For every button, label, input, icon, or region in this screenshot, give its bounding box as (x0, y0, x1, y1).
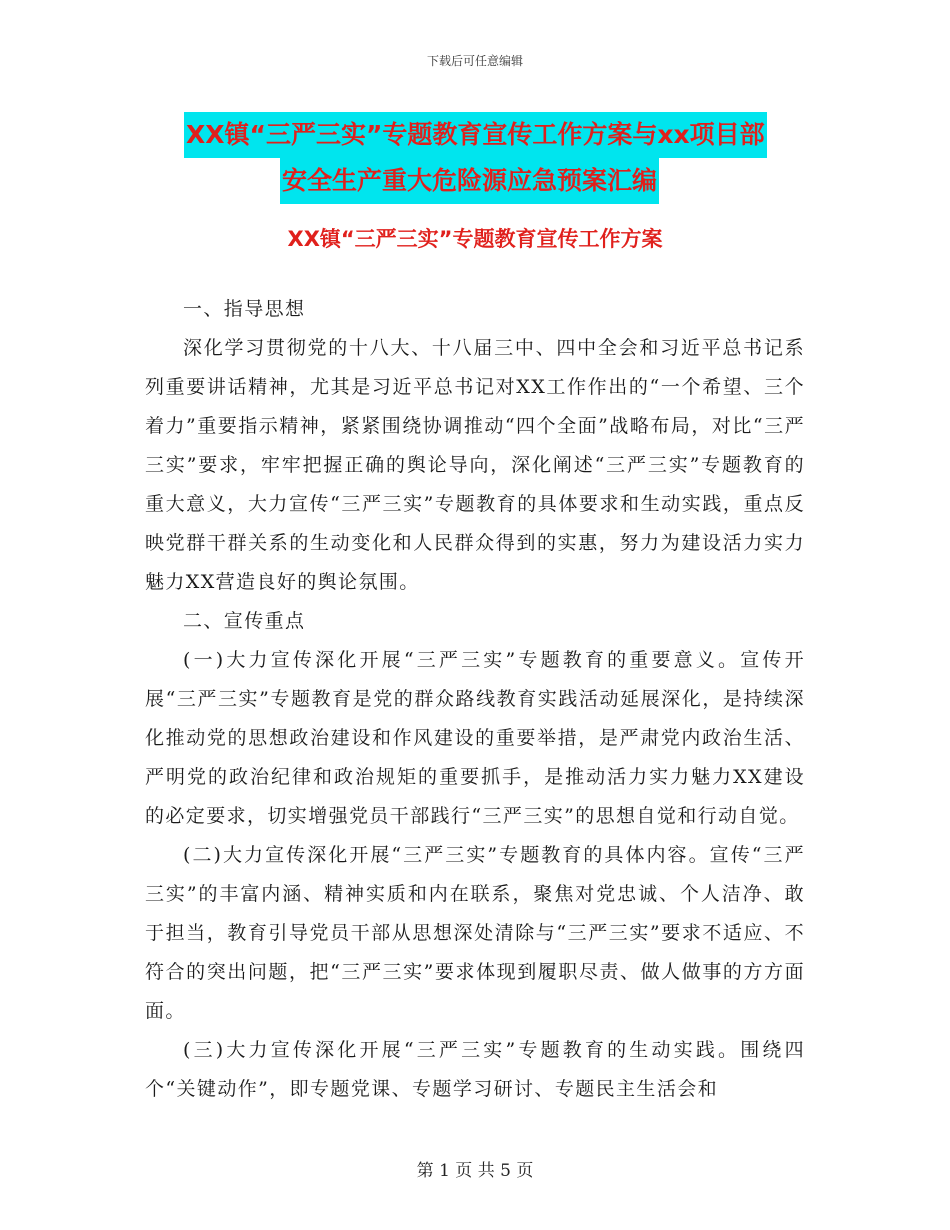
main-title-line-2: 安全生产重大危险源应急预案汇编 (280, 158, 659, 204)
heading-guiding-thought: 一、指导思想 (183, 298, 306, 320)
header-note: 下载后可任意编辑 (426, 54, 523, 68)
paragraph-guiding-thought: 深化学习贯彻党的十八大、十八届三中、四中全会和习近平总书记系列重要讲话精神，尤其是习近平总书记对XX工作作出的“一个希望、三个着力”重要指示精神，紧紧围绕协调推动“四个全面”战略布局，对比“三严三实”要求，牢牢把握正确的舆论导向，深化阐述“三严三实”专题教育的重大意义，大力宣传“三严三实”专题教育的具体要求和生动实践，重点反映党群干群关系的生动变化和人民群众得到的实惠，努力为建设活力实力魅力XX营造良好的舆论氛围。 (145, 337, 805, 593)
section-title: XX镇“三严三实”专题教育宣传工作方案 (287, 227, 663, 251)
paragraph-focus-1: (一)大力宣传深化开展“三严三实”专题教育的重要意义。宣传开展“三严三实”专题教育是党的群众路线教育实践活动延展深化，是持续深化推动党的思想政治建设和作风建设的重要举措，是严肃党内政治生活、严明党的政治纪律和政治规矩的重要抓手，是推动活力实力魅力XX建设的必定要求，切实增强党员干部践行“三严三实”的思想自觉和行动自觉。 (145, 649, 805, 827)
heading-publicity-focus: 二、宣传重点 (183, 610, 306, 632)
page-number-footer: 第 1 页 共 5 页 (416, 1161, 534, 1181)
paragraph-focus-3: (三)大力宣传深化开展“三严三实”专题教育的生动实践。围绕四个“关键动作”，即专题党课、专题学习研讨、专题民主生活会和 (145, 1039, 805, 1100)
paragraph-focus-2: (二)大力宣传深化开展“三严三实”专题教育的具体内容。宣传“三严三实”的丰富内涵、精神实质和内在联系，聚焦对党忠诚、个人洁净、敢于担当，教育引导党员干部从思想深处清除与“三严三实”要求不适应、不符合的突出问题，把“三严三实”要求体现到履职尽责、做人做事的方方面面。 (145, 844, 805, 1022)
main-title-line-1: XX镇“三严三实”专题教育宣传工作方案与xx项目部 (184, 112, 767, 158)
document-body (145, 290, 805, 1109)
document-main-title (150, 112, 840, 204)
